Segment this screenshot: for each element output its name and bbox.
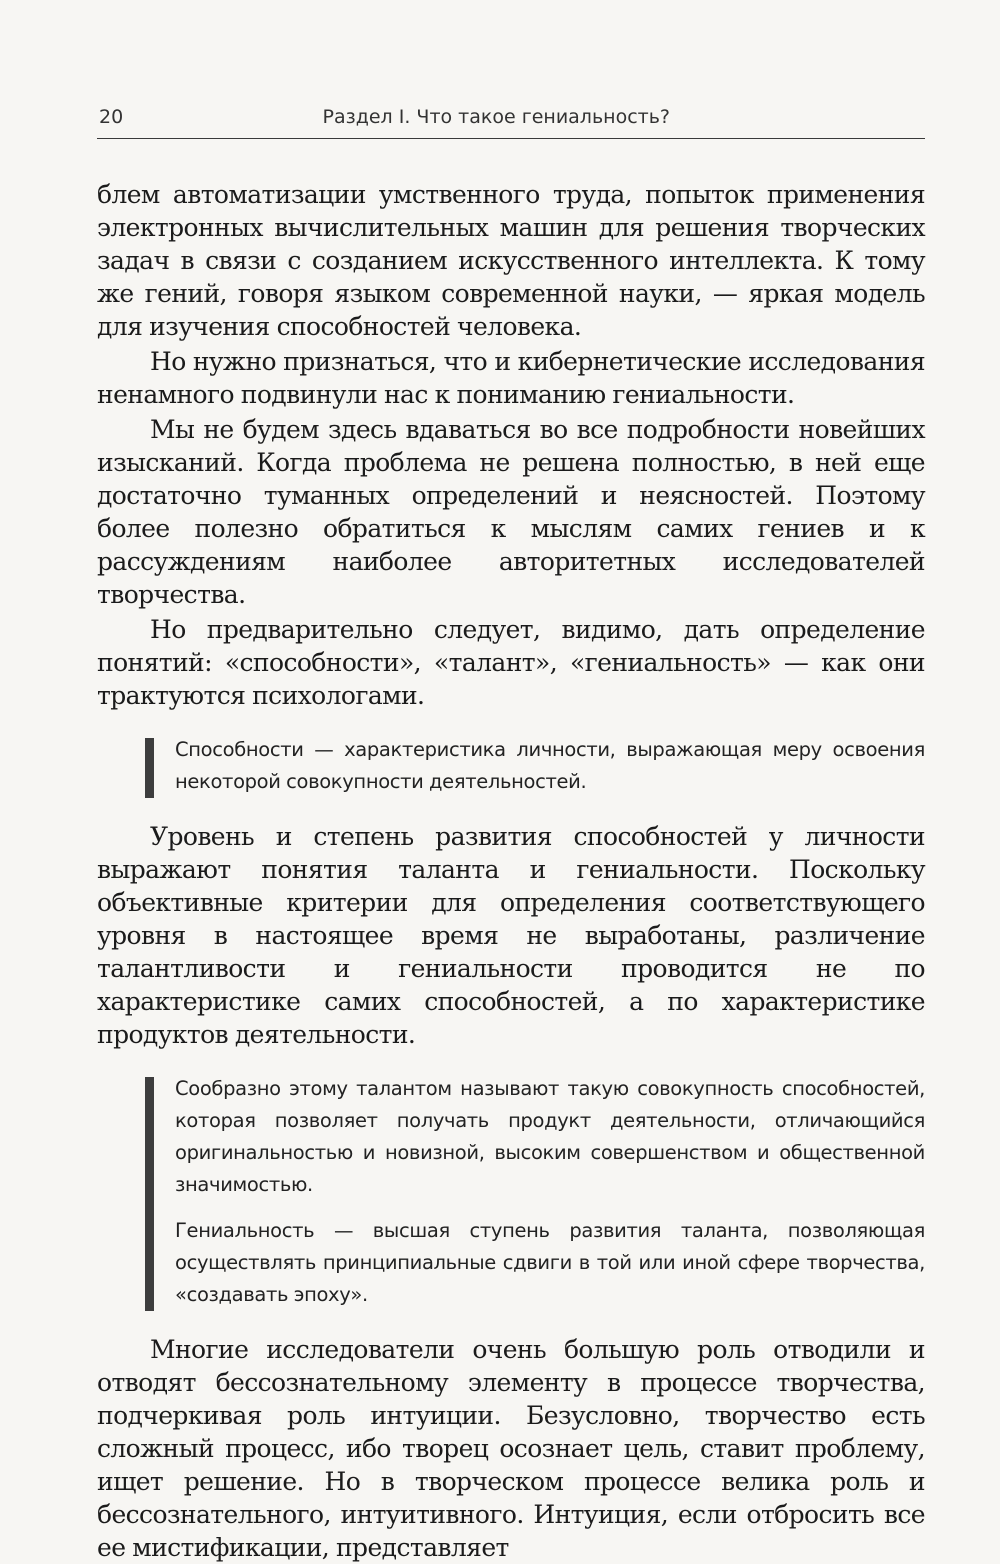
definition-callout-talent-genius	[145, 1073, 925, 1311]
paragraph-5: Уровень и степень развития способностей у личности выражают понятия таланта и гениальности. Поскольку объективные критерии для определения соответствующего уровня в настоящее время не выработаны, различение талантливости и гениальности проводится не по характеристике самих способностей, а по характеристике продуктов деятельности.	[97, 822, 925, 1049]
callout-bar	[145, 1077, 154, 1311]
definition-abilities: Способности — характеристика личности, выражающая меру освоения некоторой совокупности деятельностей.	[175, 738, 925, 793]
definition-callout-abilities	[145, 734, 925, 798]
definition-talent: Сообразно этому талантом называют такую совокупность способностей, которая позволяет получать продукт деятельности, отличающийся оригинальностью и новизной, высоким совершенством и общественной значимостью.	[175, 1077, 925, 1196]
paragraph-3: Мы не будем здесь вдаваться во все подробности новейших изысканий. Когда проблема не решена полностью, в ней еще достаточно туманных определений и неясностей. Поэтому более полезно обратиться к мыслям самих гениев и к рассуждениям наиболее авторитетных исследователей творчества.	[97, 415, 925, 609]
paragraph-6: Многие исследователи очень большую роль отводили и отводят бессознательному элементу в процессе творчества, подчеркивая роль интуиции. Безусловно, творчество есть сложный процесс, ибо творец осознает цель, ставит проблему, ищет решение. Но в творческом процессе велика роль и бессознательного, интуитивного. Интуиция, если отбросить все ее мистификации, представляет	[97, 1335, 925, 1562]
paragraph-2: Но нужно признаться, что и кибернетические исследования ненамного подвинули нас к пониманию гениальности.	[97, 347, 925, 409]
running-title: Раздел I. Что такое гениальность?	[322, 106, 670, 128]
callout-bar	[145, 738, 154, 798]
page-number: 20	[99, 106, 124, 128]
paragraph-1: блем автоматизации умственного труда, попыток применения электронных вычислительных машин для решения творческих задач в связи с созданием искусственного интеллекта. К тому же гений, говоря языком современной науки, — яркая модель для изучения способностей человека.	[97, 180, 925, 341]
page-body	[97, 178, 925, 1564]
page-header	[97, 100, 925, 139]
paragraph-4: Но предварительно следует, видимо, дать определение понятий: «способности», «талант», «гениальность» — как они трактуются психологами.	[97, 615, 925, 710]
definition-genius: Гениальность — высшая ступень развития таланта, позволяющая осуществлять принципиальные сдвиги в той или иной сфере творчества, «создавать эпоху».	[175, 1219, 925, 1306]
